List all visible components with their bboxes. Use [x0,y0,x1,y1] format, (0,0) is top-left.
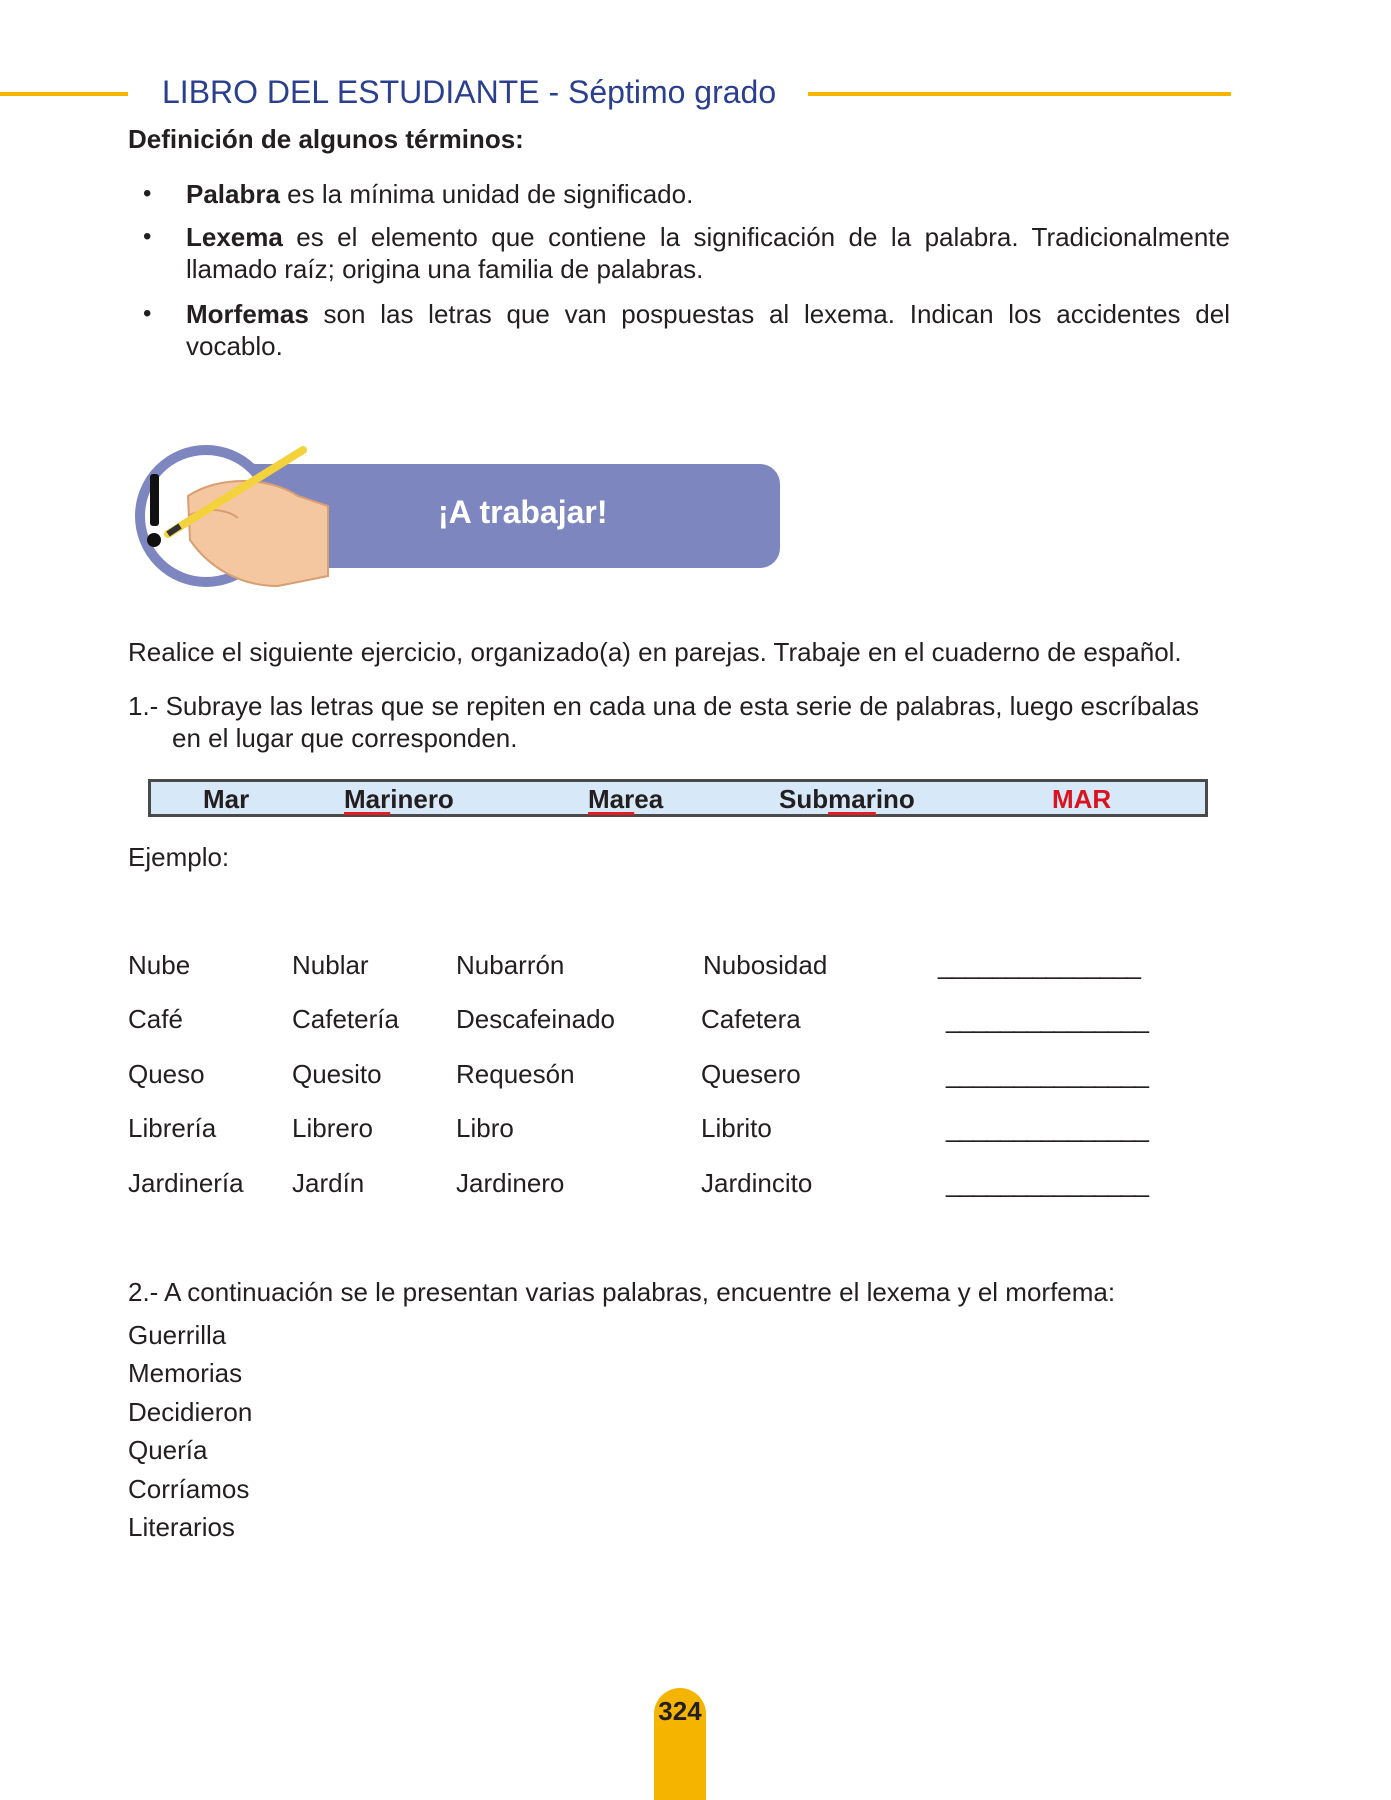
list-item: Memorias [128,1358,243,1388]
example-answer: MAR [1052,784,1112,814]
definition-term: Palabra [186,179,280,209]
list-item: Quería [128,1435,208,1465]
row-word: Jardincito [701,1168,813,1198]
example-word: Submarino [779,784,915,814]
definitions-heading: Definición de algunos términos: [128,124,524,154]
row-word: Libro [456,1113,514,1143]
example-word: Marinero [344,784,454,814]
definition-text: es la mínima unidad de significado. [279,179,694,209]
list-item: Guerrilla [128,1320,227,1350]
page-title: LIBRO DEL ESTUDIANTE - Séptimo grado [162,74,777,110]
row-word: Descafeinado [456,1004,615,1034]
underlined-segment: Mar [344,784,391,814]
row-word: Quesito [292,1059,382,1089]
row-word: Cafetera [701,1004,801,1034]
definition-item [186,178,1230,210]
work-banner [128,436,782,594]
row-word: Librero [292,1113,373,1143]
bullet-icon: • [143,180,152,207]
definition-text: son las letras que van pospuestas al lexema. Indican los accidentes del vocablo. [186,299,1230,361]
example-word: Marea [588,784,664,814]
header-rule-left [0,92,128,96]
row-word: Librito [701,1113,772,1143]
answer-blank: _______________ [938,950,1140,980]
row-word: Nubosidad [703,950,828,980]
bullet-icon: • [143,300,152,327]
bullet-icon: • [143,223,152,250]
row-word: Queso [128,1059,205,1089]
answer-blank: _______________ [946,1059,1148,1089]
row-word: Jardinero [456,1168,565,1198]
answer-blank: _______________ [946,1168,1148,1198]
row-word: Jardín [292,1168,365,1198]
definition-text: es el elemento que contiene la significación de la palabra. Tradicionalmente llamado raíz; origina una familia de palabras. [186,222,1230,284]
row-word: Librería [128,1113,217,1143]
list-item: Corríamos [128,1474,250,1504]
list-item: Decidieron [128,1397,253,1427]
row-word: Requesón [456,1059,575,1089]
row-word: Jardinería [128,1168,244,1198]
row-word: Café [128,1004,183,1034]
definition-item [186,221,1230,285]
exercise2-prompt: 2.- A continuación se le presentan varias palabras, encuentre el lexema y el morfema: [128,1277,1116,1307]
underlined-segment: Mar [588,784,635,814]
header-rule-right [808,92,1231,96]
list-item: Literarios [128,1512,235,1542]
page-number: 324 [658,1696,702,1726]
instructions-text: Realice el siguiente ejercicio, organizado(a) en parejas. Trabaje en el cuaderno de español. [128,637,1182,667]
banner-label: ¡A trabajar! [438,494,608,530]
example-table [148,779,1208,817]
row-word: Nube [128,950,191,980]
definition-term: Lexema [186,222,283,252]
answer-blank: _______________ [946,1113,1148,1143]
exercise1-prompt: 1.- Subraye las letras que se repiten en cada una de esta serie de palabras, luego escríbalas en el lugar que corresponden. [128,691,1200,753]
definition-term: Morfemas [186,299,309,329]
row-word: Cafetería [292,1004,399,1034]
example-word: Mar [203,784,250,814]
row-word: Nubarrón [456,950,565,980]
definition-item [186,298,1230,362]
answer-blank: _______________ [946,1004,1148,1034]
underlined-segment: mar [828,784,876,814]
row-word: Nublar [292,950,369,980]
example-label: Ejemplo: [128,842,230,872]
row-word: Quesero [701,1059,801,1089]
